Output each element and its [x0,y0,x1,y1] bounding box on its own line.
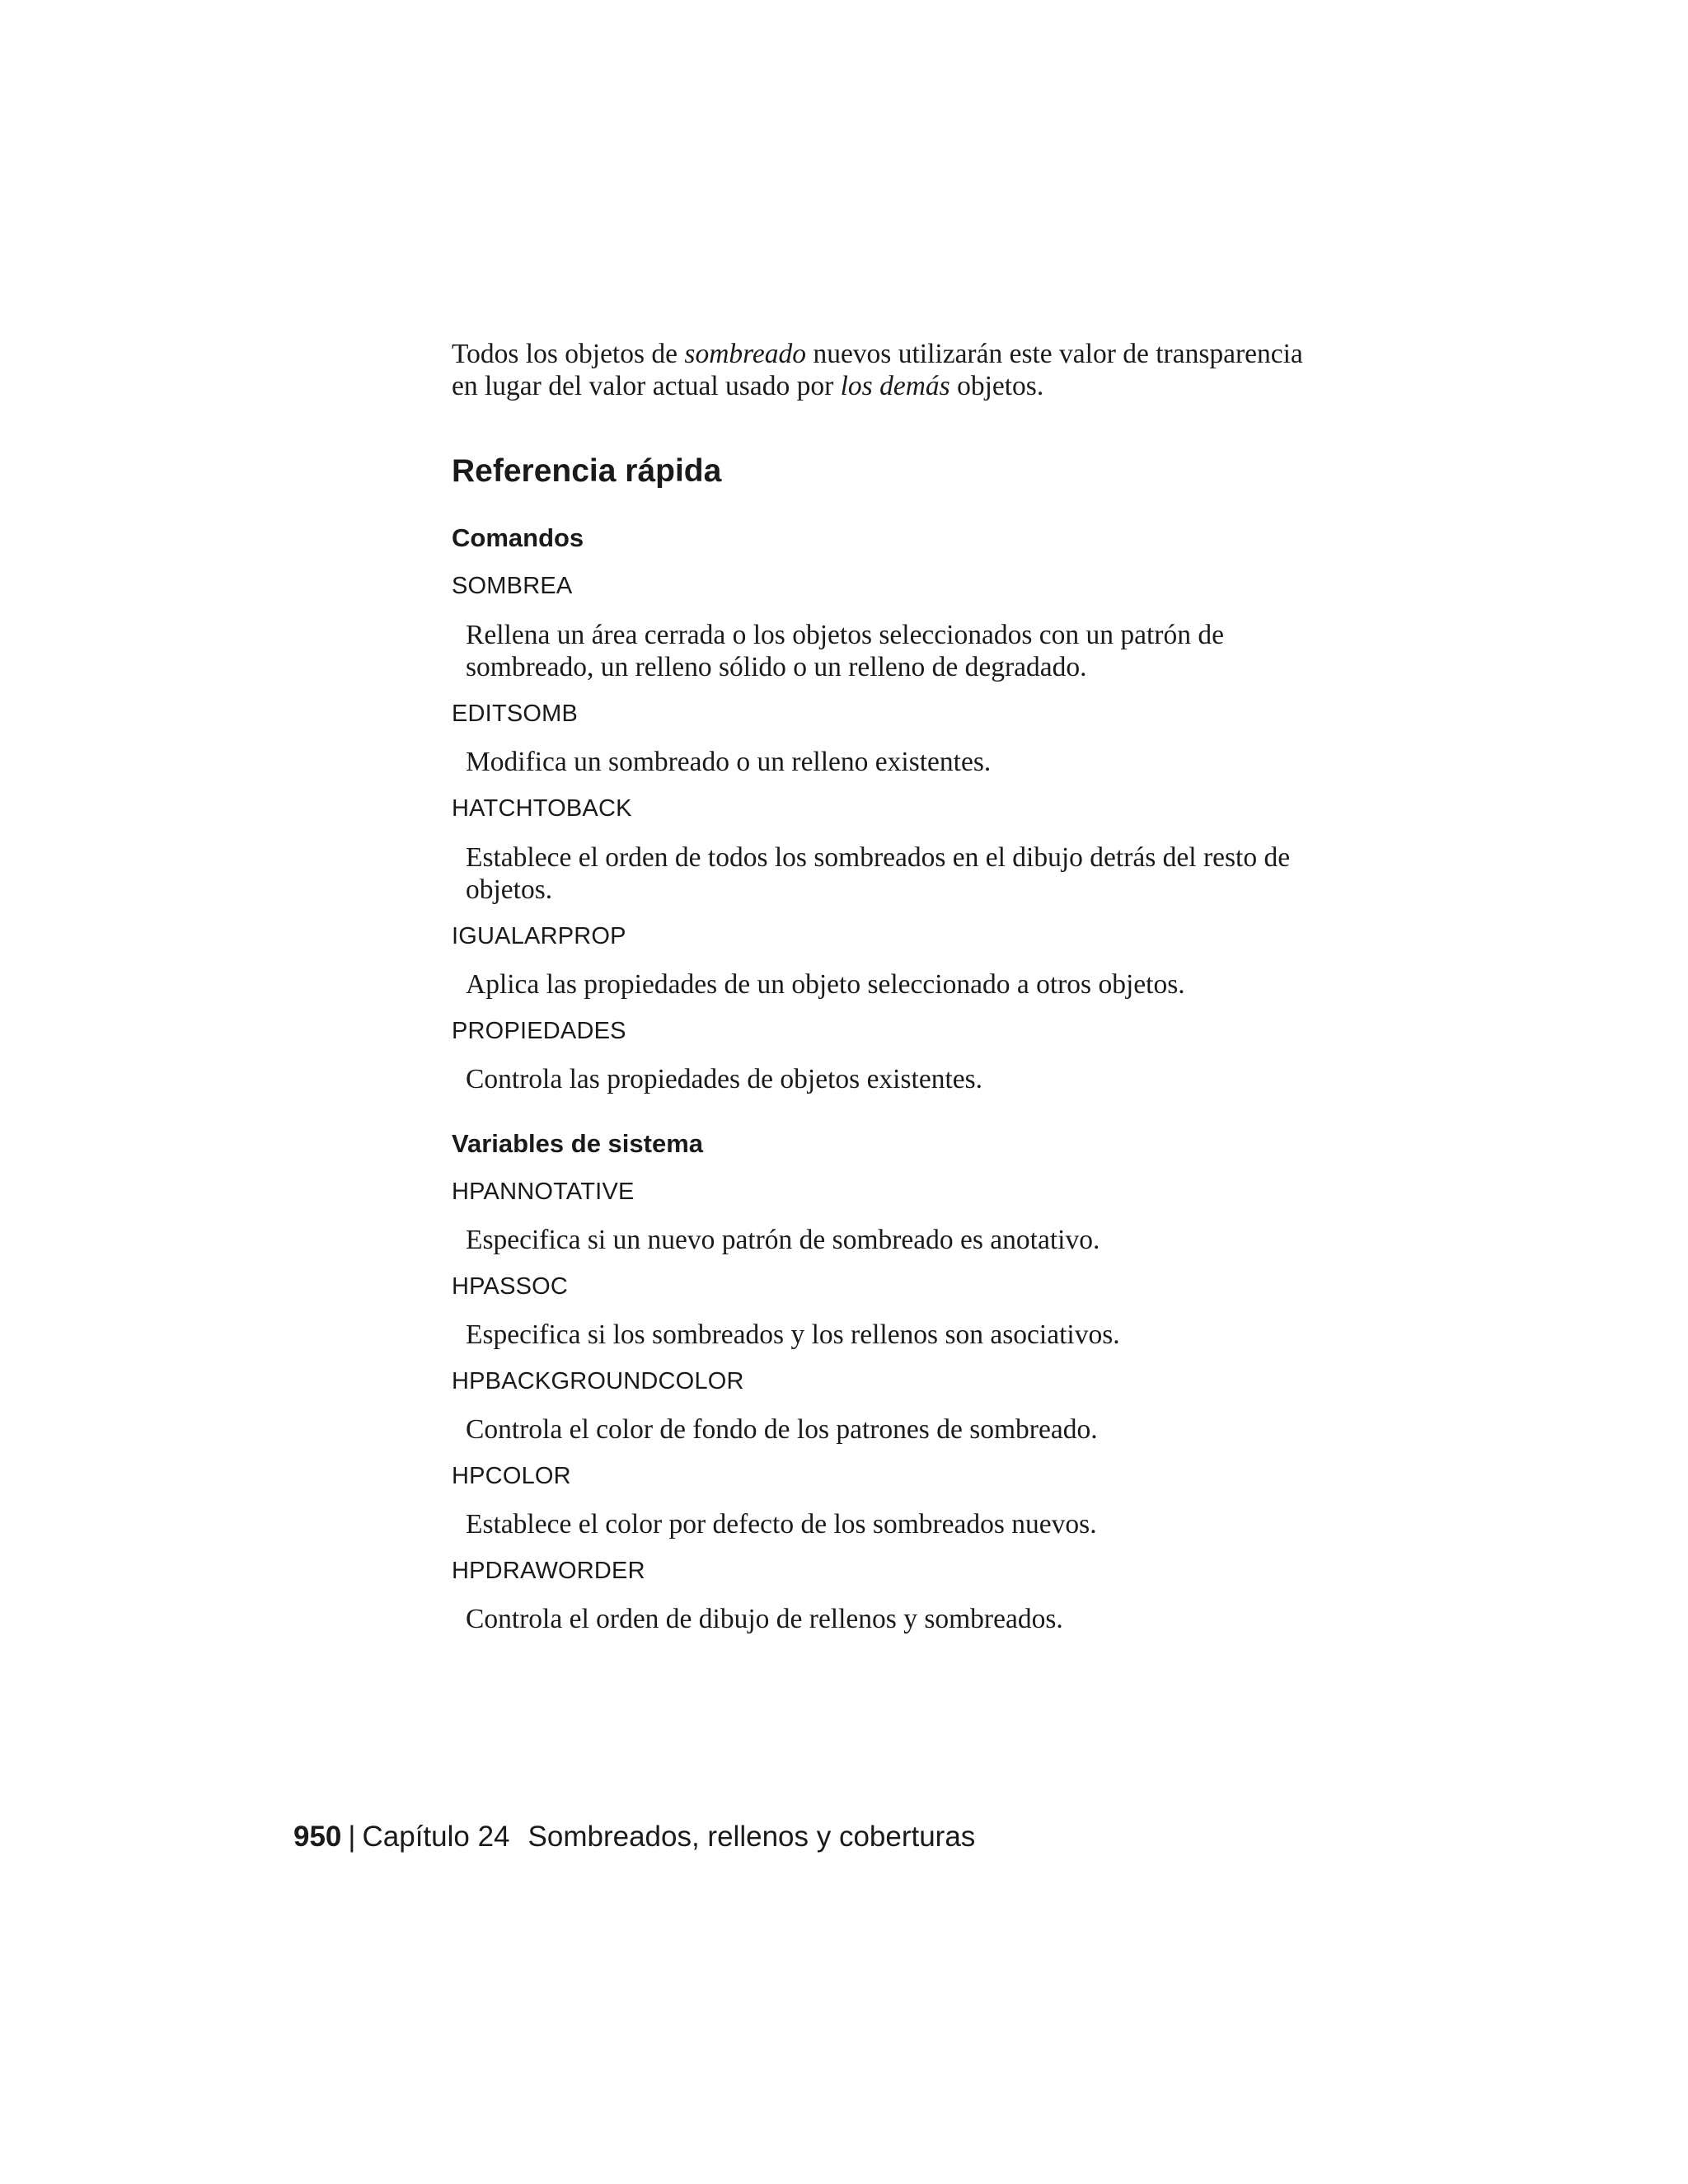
variable-desc-hpannotative: Especifica si un nuevo patrón de sombreado es anotativo. [466,1225,1100,1255]
commands-heading: Comandos [452,523,584,552]
footer-separator: | [348,1821,356,1853]
command-term-igualarprop: IGUALARPROP [452,923,626,949]
intro-text-1: Todos los objetos de [452,339,685,369]
page-footer [293,1821,975,1854]
command-term-propiedades: PROPIEDADES [452,1018,626,1044]
variable-desc-hpcolor: Establece el color por defecto de los sombreados nuevos. [466,1509,1097,1540]
command-term-sombrea: SOMBREA [452,573,573,599]
command-term-editsomb: EDITSOMB [452,701,579,727]
command-term-hatchtoback: HATCHTOBACK [452,795,632,822]
variable-desc-hpbackgroundcolor: Controla el color de fondo de los patrones de sombreado. [466,1414,1098,1445]
intro-text-3: objetos. [950,371,1044,401]
command-desc-igualarprop: Aplica las propiedades de un objeto seleccionado a otros objetos. [466,969,1185,1000]
variable-desc-hpassoc: Especifica si los sombreados y los rellenos son asociativos. [466,1319,1120,1350]
variable-desc-hpdraworder: Controla el orden de dibujo de rellenos y sombreados. [466,1604,1063,1634]
command-desc-propiedades: Controla las propiedades de objetos existentes. [466,1064,983,1094]
chapter-label: Capítulo 24 [362,1821,510,1853]
intro-emphasis-1: sombreado [684,339,807,369]
command-desc-sombrea: Rellena un área cerrada o los objetos seleccionados con un patrón de sombreado, un relleno sólido o un relleno de degradado. [466,620,1224,682]
variable-term-hpcolor: HPCOLOR [452,1463,571,1489]
section-title: Referencia rápida [452,453,722,489]
command-desc-hatchtoback: Establece el orden de todos los sombreados en el dibujo detrás del resto de objetos. [466,842,1291,905]
variable-term-hpannotative: HPANNOTATIVE [452,1179,635,1205]
chapter-title: Sombreados, rellenos y coberturas [528,1821,976,1853]
system-variables-heading: Variables de sistema [452,1129,704,1158]
intro-paragraph [452,338,1334,402]
page-number: 950 [293,1821,342,1853]
command-desc-editsomb: Modifica un sombreado o un relleno existentes. [466,747,992,777]
variable-term-hpassoc: HPASSOC [452,1273,569,1300]
variable-term-hpdraworder: HPDRAWORDER [452,1558,645,1584]
intro-emphasis-2: los demás [840,371,950,401]
intro-text-2: nuevos utilizarán este valor de transparencia en lugar del valor actual usado por [452,339,1303,401]
variable-term-hpbackgroundcolor: HPBACKGROUNDCOLOR [452,1368,744,1394]
